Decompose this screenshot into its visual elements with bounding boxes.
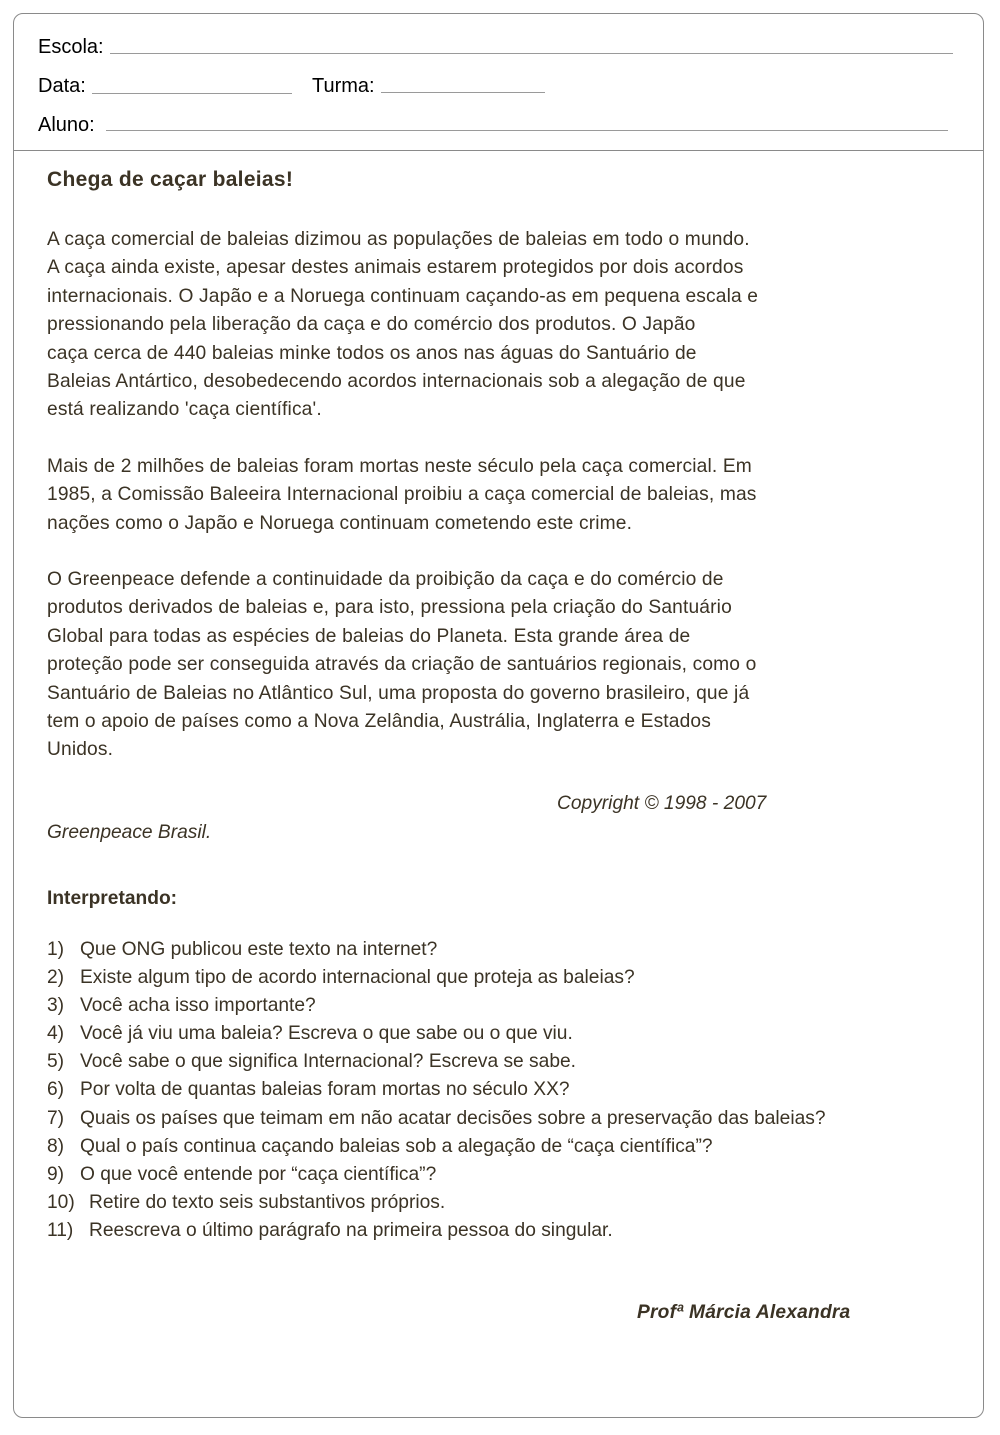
copyright-notice: Copyright © 1998 - 2007 <box>557 793 767 814</box>
school-label: Escola: <box>38 36 104 58</box>
question-number: 5) <box>47 1051 65 1073</box>
questions-title: Interpretando: <box>47 888 178 909</box>
questions-list <box>47 936 947 1245</box>
question-text: Retire do texto seis substantivos próprios. <box>89 1191 446 1213</box>
paragraph-line: produtos derivados de baleias e, para isto, pressiona pela criação do Santuário <box>47 597 732 619</box>
date-label: Data: <box>38 75 86 97</box>
question-number: 3) <box>47 995 65 1017</box>
question-item <box>47 992 947 1020</box>
article-source: Greenpeace Brasil. <box>47 822 212 843</box>
question-text: O que você entende por “caça científica”? <box>80 1163 437 1185</box>
question-item <box>47 1076 947 1104</box>
question-number: 7) <box>47 1107 65 1129</box>
question-number: 4) <box>47 1023 65 1045</box>
question-text: Você sabe o que significa Internacional? Escreva se sabe. <box>80 1051 576 1073</box>
question-text: Quais os países que teimam em não acatar decisões sobre a preservação das baleias? <box>80 1107 826 1129</box>
class-input-line[interactable] <box>381 92 545 93</box>
question-number: 2) <box>47 967 65 989</box>
paragraph-line: Unidos. <box>47 739 114 761</box>
question-text: Que ONG publicou este texto na internet? <box>80 939 438 960</box>
article-title: Chega de caçar baleias! <box>47 168 294 191</box>
paragraph-line: pressionando pela liberação da caça e do comércio dos produtos. O Japão <box>47 314 696 336</box>
question-number: 8) <box>47 1135 65 1157</box>
paragraph-line: tem o apoio de países como a Nova Zelândia, Austrália, Inglaterra e Estados <box>47 711 711 733</box>
question-text: Qual o país continua caçando baleias sob a alegação de “caça científica”? <box>80 1135 713 1157</box>
question-text: Existe algum tipo de acordo internacional que proteja as baleias? <box>80 967 635 989</box>
question-number: 6) <box>47 1079 65 1101</box>
question-text: Reescreva o último parágrafo na primeira pessoa do singular. <box>89 1219 613 1241</box>
paragraph-line: A caça comercial de baleias dizimou as populações de baleias em todo o mundo. <box>47 229 750 250</box>
paragraph-line: 1985, a Comissão Baleeira Internacional proibiu a caça comercial de baleias, mas <box>47 484 757 506</box>
header-divider <box>13 150 984 151</box>
paragraph-line: A caça ainda existe, apesar destes animais estarem protegidos por dois acordos <box>47 257 744 279</box>
paragraph-line: Mais de 2 milhões de baleias foram mortas neste século pela caça comercial. Em <box>47 456 752 477</box>
question-text: Por volta de quantas baleias foram mortas no século XX? <box>80 1079 570 1101</box>
question-item <box>47 1020 947 1048</box>
article-paragraph-2 <box>47 453 967 538</box>
paragraph-line: O Greenpeace defende a continuidade da proibição da caça e do comércio de <box>47 569 724 590</box>
question-item <box>47 1105 947 1133</box>
question-number: 1) <box>47 939 65 960</box>
question-text: Você já viu uma baleia? Escreva o que sabe ou o que viu. <box>80 1023 573 1045</box>
question-item <box>47 1161 947 1189</box>
date-input-line[interactable] <box>92 93 292 94</box>
paragraph-line: internacionais. O Japão e a Noruega continuam caçando-as em pequena escala e <box>47 285 759 307</box>
paragraph-line: nações como o Japão e Noruega continuam cometendo este crime. <box>47 512 633 534</box>
student-label: Aluno: <box>38 114 95 136</box>
school-input-line[interactable] <box>110 53 953 54</box>
question-item <box>47 936 947 964</box>
question-number: 10) <box>47 1191 75 1213</box>
question-item <box>47 1217 947 1245</box>
paragraph-line: caça cerca de 440 baleias minke todos os anos nas águas do Santuário de <box>47 342 697 364</box>
question-item <box>47 964 947 992</box>
paragraph-line: Global para todas as espécies de baleias do Planeta. Esta grande área de <box>47 625 691 647</box>
class-label: Turma: <box>312 75 375 97</box>
student-input-line[interactable] <box>106 130 948 131</box>
paragraph-line: está realizando 'caça científica'. <box>47 399 322 421</box>
paragraph-line: Baleias Antártico, desobedecendo acordos internacionais sob a alegação de que <box>47 371 746 393</box>
article-paragraph-1 <box>47 226 967 425</box>
paragraph-line: proteção pode ser conseguida através da criação de santuários regionais, como o <box>47 654 757 676</box>
question-item <box>47 1048 947 1076</box>
question-number: 11) <box>47 1219 74 1241</box>
question-number: 9) <box>47 1163 65 1185</box>
author-signature: Profª Márcia Alexandra <box>637 1302 851 1323</box>
question-text: Você acha isso importante? <box>80 995 316 1017</box>
paragraph-line: Santuário de Baleias no Atlântico Sul, uma proposta do governo brasileiro, que já <box>47 682 750 704</box>
article-paragraph-3 <box>47 566 967 765</box>
question-item <box>47 1133 947 1161</box>
question-item <box>47 1189 947 1217</box>
